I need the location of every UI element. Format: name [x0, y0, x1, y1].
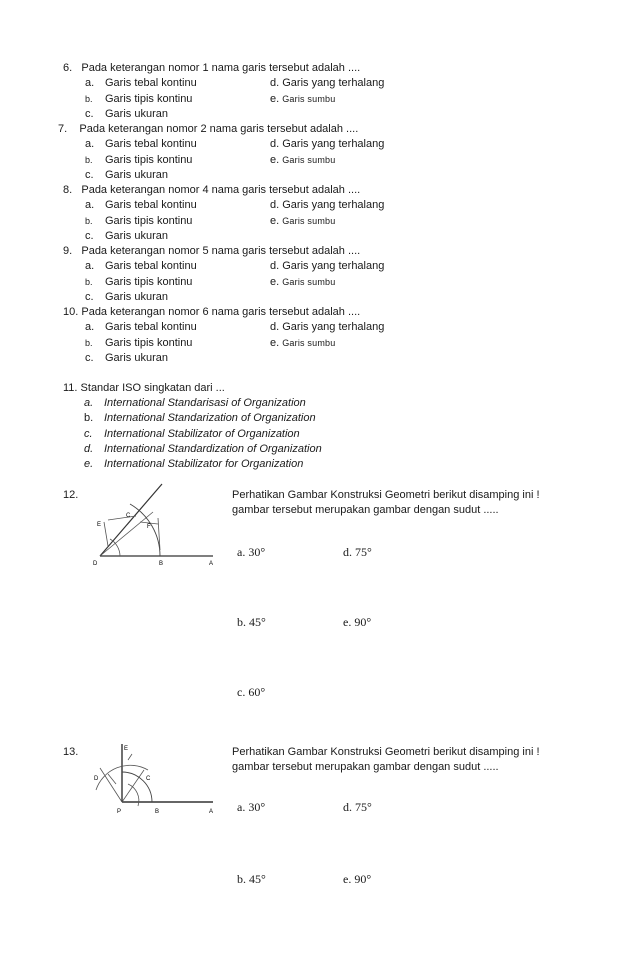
option-c: c. Garis ukuran — [85, 230, 168, 242]
answer-a: a. 30° — [237, 545, 266, 559]
iso-option-d: d. International Standardization of Organization — [84, 443, 322, 455]
option-d: d. Garis yang terhalang — [270, 199, 385, 211]
question-13-number: 13. — [63, 746, 79, 758]
option-c: c. Garis ukuran — [85, 352, 168, 364]
figure-label-e: E — [97, 522, 102, 528]
question-text: Standar ISO singkatan dari ... — [80, 382, 225, 394]
option-d: d. Garis yang terhalang — [270, 77, 385, 89]
option-a: a. Garis tebal kontinu — [85, 260, 197, 272]
question-13-line-1: Perhatikan Gambar Konstruksi Geometri berikut disamping ini ! — [232, 746, 540, 758]
question-text: Pada keterangan nomor 1 nama garis tersebut adalah .... — [81, 62, 361, 74]
geometry-figure-13 — [88, 740, 218, 820]
figure-label-a: A — [209, 809, 214, 815]
option-b: b. Garis tipis kontinu — [85, 93, 193, 105]
question-text: Pada keterangan nomor 2 nama garis tersebut adalah .... — [79, 123, 359, 135]
question-12-line-1: Perhatikan Gambar Konstruksi Geometri berikut disamping ini ! — [232, 489, 540, 501]
figure-label-a: A — [209, 561, 214, 567]
question-7 — [58, 123, 358, 135]
option-e: e. Garis sumbu — [270, 276, 336, 288]
question-number: 6. — [63, 62, 73, 74]
question-text: Pada keterangan nomor 5 nama garis tersebut adalah .... — [81, 245, 361, 257]
option-c: c. Garis ukuran — [85, 108, 168, 120]
question-10 — [63, 306, 360, 318]
option-a: a. Garis tebal kontinu — [85, 77, 197, 89]
question-6 — [63, 62, 360, 74]
figure-label-b: B — [159, 561, 164, 567]
iso-option-c: c. International Stabilizator of Organization — [84, 428, 300, 440]
option-b: b. Garis tipis kontinu — [85, 337, 193, 349]
question-text: Pada keterangan nomor 6 nama garis tersebut adalah .... — [81, 306, 361, 318]
option-d: d. Garis yang terhalang — [270, 260, 385, 272]
option-b: b. Garis tipis kontinu — [85, 215, 193, 227]
question-13-line-2: gambar tersebut merupakan gambar dengan sudut ..... — [232, 761, 499, 773]
answer-b: b. 45° — [237, 872, 266, 886]
option-e: e. Garis sumbu — [270, 93, 336, 105]
option-c: c. Garis ukuran — [85, 169, 168, 181]
question-12-line-2: gambar tersebut merupakan gambar dengan sudut ..... — [232, 504, 499, 516]
answer-a: a. 30° — [237, 800, 266, 814]
option-e: e. Garis sumbu — [270, 215, 336, 227]
figure-label-f: F — [147, 524, 151, 530]
answer-e: e. 90° — [343, 615, 372, 629]
option-b: b. Garis tipis kontinu — [85, 154, 193, 166]
figure-label-b: B — [155, 809, 160, 815]
option-a: a. Garis tebal kontinu — [85, 138, 197, 150]
option-c: c. Garis ukuran — [85, 291, 168, 303]
option-e: e. Garis sumbu — [270, 337, 336, 349]
answer-c: c. 60° — [237, 685, 266, 699]
question-text: Pada keterangan nomor 4 nama garis tersebut adalah .... — [81, 184, 361, 196]
iso-option-e: e. International Stabilizator for Organization — [84, 458, 304, 470]
option-a: a. Garis tebal kontinu — [85, 321, 197, 333]
question-number: 10. — [63, 306, 79, 318]
figure-label-e: E — [124, 746, 129, 752]
iso-option-b: b. International Standarization of Organization — [84, 412, 316, 424]
question-number: 8. — [63, 184, 73, 196]
figure-label-c: C — [126, 513, 131, 519]
geometry-figure-12 — [88, 480, 218, 570]
question-11 — [63, 382, 225, 394]
figure-label-c: C — [146, 776, 151, 782]
answer-b: b. 45° — [237, 615, 266, 629]
figure-label-d: D — [94, 776, 99, 782]
question-number: 7. — [58, 123, 68, 135]
question-9 — [63, 245, 360, 257]
question-8 — [63, 184, 360, 196]
question-number: 9. — [63, 245, 73, 257]
answer-e: e. 90° — [343, 872, 372, 886]
question-number: 11. — [63, 382, 78, 394]
iso-option-a: a. International Standarisasi of Organization — [84, 397, 306, 409]
option-b: b. Garis tipis kontinu — [85, 276, 193, 288]
option-a: a. Garis tebal kontinu — [85, 199, 197, 211]
option-d: d. Garis yang terhalang — [270, 138, 385, 150]
answer-d: d. 75° — [343, 545, 372, 559]
option-e: e. Garis sumbu — [270, 154, 336, 166]
figure-label-p: P — [117, 809, 122, 815]
option-d: d. Garis yang terhalang — [270, 321, 385, 333]
figure-label-d: D — [93, 561, 98, 567]
answer-d: d. 75° — [343, 800, 372, 814]
question-12-number: 12. — [63, 489, 79, 501]
